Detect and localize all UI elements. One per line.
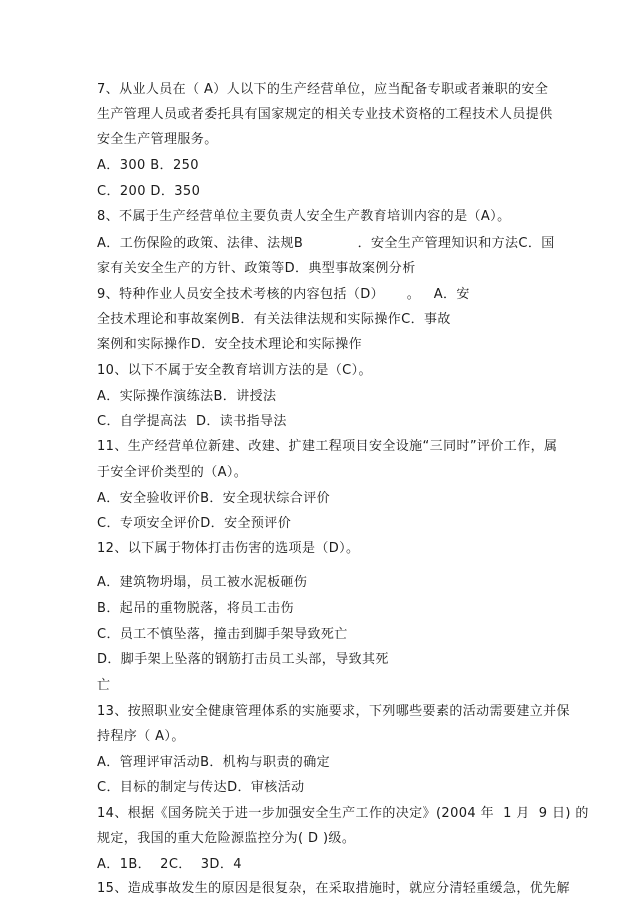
question-8-options-2: 家有关安全生产的方针、政策等D．典型事故案例分析 bbox=[97, 261, 416, 276]
question-12-option-c: C．员工不慎坠落，撞击到脚手架导致死亡 bbox=[97, 627, 348, 642]
question-12-option-a: A．建筑物坍塌，员工被水泥板砸伤 bbox=[97, 575, 308, 590]
question-13-options-2: C．目标的制定与传达D．审核活动 bbox=[97, 780, 305, 795]
question-10-options-2: C．自学提高法 D．读书指导法 bbox=[97, 414, 287, 429]
question-13-line-1: 13、按照职业安全健康管理体系的实施要求，下列哪些要素的活动需要建立并保 bbox=[97, 704, 570, 719]
question-9-line-2: 全技术理论和事故案例B．有关法律法规和实际操作C．事故 bbox=[97, 312, 451, 327]
question-7-options-1: A．300 B．250 bbox=[97, 158, 199, 173]
question-7-options-2: C．200 D．350 bbox=[97, 184, 201, 199]
question-12-option-b: B．起吊的重物脱落，将员工击伤 bbox=[97, 601, 294, 616]
question-12-option-d: D．脚手架上坠落的钢筋打击员工头部，导致其死 bbox=[97, 652, 389, 667]
question-7-line-3: 安全生产管理服务。 bbox=[97, 132, 218, 147]
question-11-options-2: C．专项安全评价D．安全预评价 bbox=[97, 516, 292, 531]
question-11-line-2: 于安全评价类型的（A）。 bbox=[97, 465, 248, 480]
question-9-line-3: 案例和实际操作D．安全技术理论和实际操作 bbox=[97, 337, 363, 352]
question-8-line-1: 8、不属于生产经营单位主要负责人安全生产教育培训内容的是（A）。 bbox=[97, 209, 511, 224]
question-11-line-1: 11、生产经营单位新建、改建、扩建工程项目安全设施“三同时”评价工作，属 bbox=[97, 439, 558, 454]
question-13-options-1: A．管理评审活动B．机构与职责的确定 bbox=[97, 755, 331, 770]
question-13-line-2: 持程序（ A）。 bbox=[97, 729, 185, 744]
question-14-line-2: 规定，我国的重大危险源监控分为( D )级。 bbox=[97, 831, 356, 846]
question-7-line-1: 7、从业人员在（ A）人以下的生产经营单位，应当配备专职或者兼职的安全 bbox=[97, 82, 549, 97]
question-10-options-1: A．实际操作演练法B．讲授法 bbox=[97, 389, 277, 404]
question-9-line-1: 9、特种作业人员安全技术考核的内容包括（D） 。 A．安 bbox=[97, 287, 470, 302]
question-12-option-d-cont: 亡 bbox=[97, 678, 111, 693]
question-12-line-1: 12、以下属于物体打击伤害的选项是（D）。 bbox=[97, 541, 360, 556]
question-14-options: A．1B． 2C． 3D．4 bbox=[97, 857, 242, 872]
question-11-options-1: A．安全验收评价B．安全现状综合评价 bbox=[97, 491, 331, 506]
question-8-options-1: A．工伤保险的政策、法律、法规B ．安全生产管理知识和方法C．国 bbox=[97, 236, 555, 251]
question-15-line-1: 15、造成事故发生的原因是很复杂，在采取措施时，就应分清轻重缓急，优先解 bbox=[97, 881, 570, 896]
question-10-line-1: 10、以下不属于安全教育培训方法的是（C）。 bbox=[97, 363, 372, 378]
question-7-line-2: 生产管理人员或者委托具有国家规定的相关专业技术资格的工程技术人员提供 bbox=[97, 107, 553, 122]
question-14-line-1: 14、根据《国务院关于进一步加强安全生产工作的决定》(2004 年 1 月 9 日) 的 bbox=[97, 806, 589, 821]
